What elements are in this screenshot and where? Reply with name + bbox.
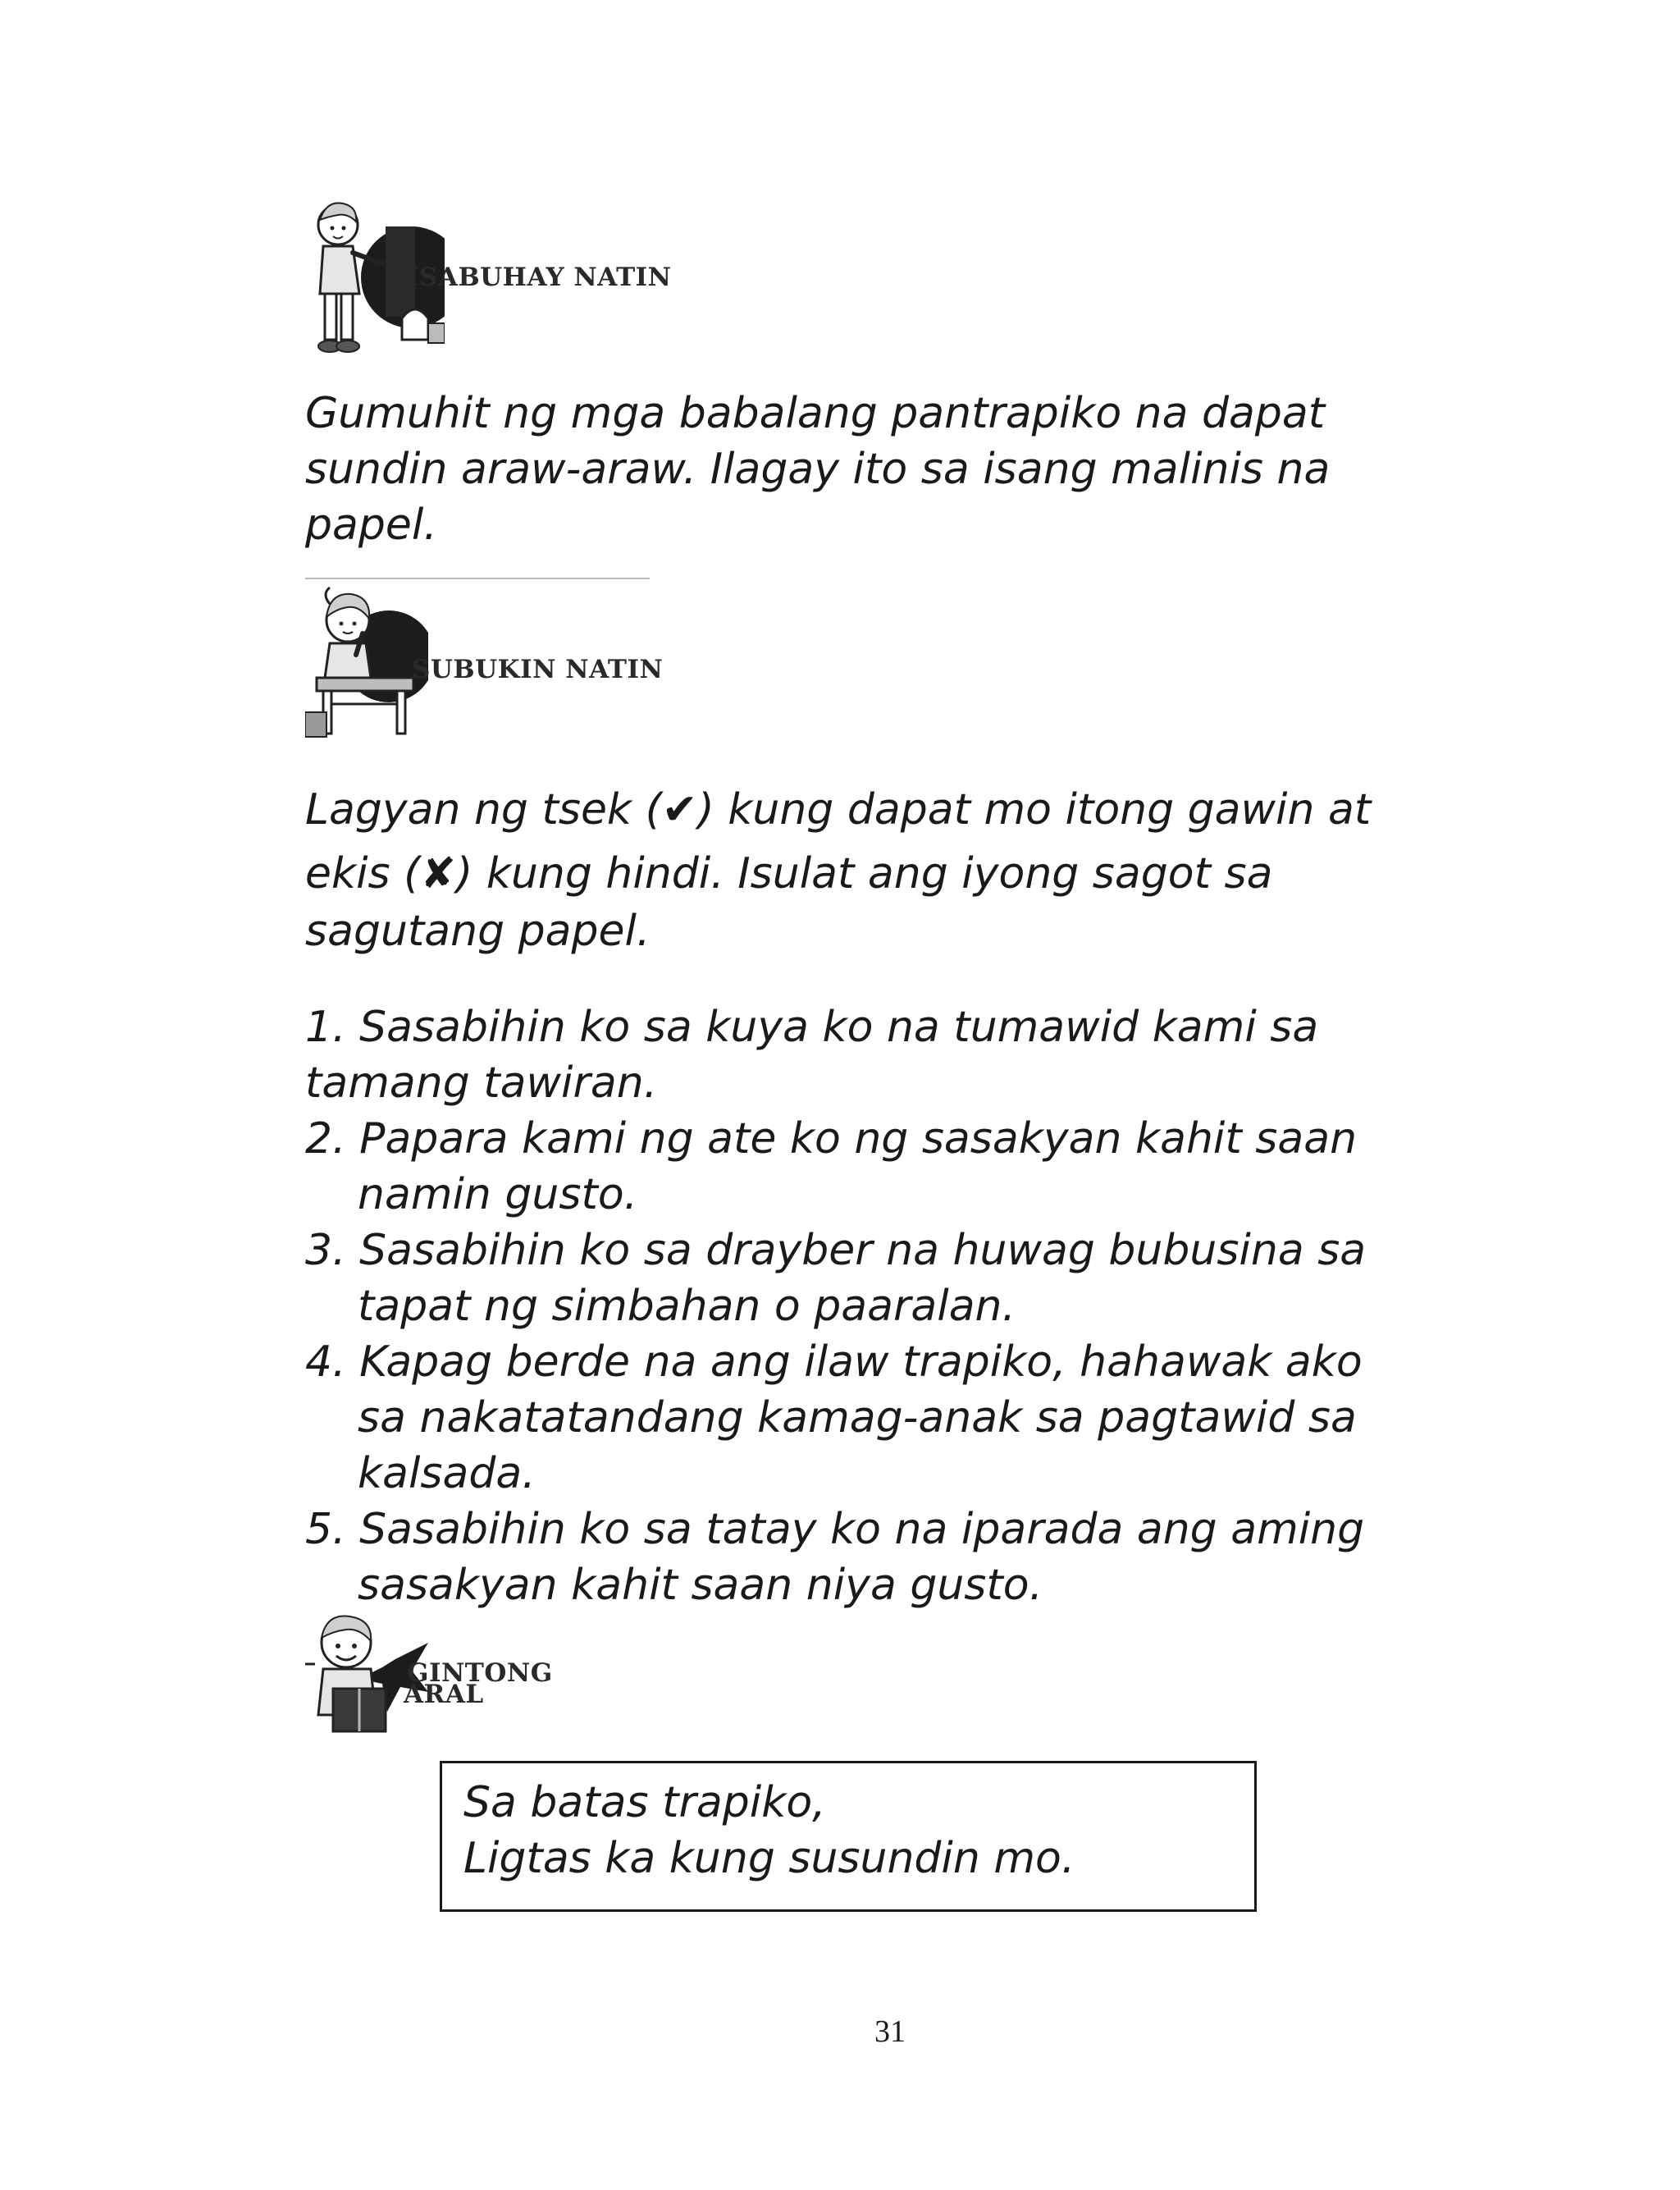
item-1-line-1: 1. Sasabihin ko sa kuya ko na tumawid kami sa (305, 1003, 1319, 1052)
quote-line-2: Ligtas ka kung susundin mo. (463, 1834, 1075, 1883)
subukin-instructions (305, 778, 1470, 963)
item-4-line-1: 4. Kapag berde na ang ilaw trapiko, hahawak ako (305, 1337, 1363, 1387)
instruction-line-2a: ekis ( (305, 849, 421, 898)
list-item (305, 1223, 1478, 1334)
item-3-line-1: 3. Sasabihin ko sa drayber na huwag bubusina sa (305, 1226, 1367, 1275)
list-item (305, 1334, 1478, 1502)
isabuhay-label: ISABUHAY NATIN (407, 263, 672, 292)
question-list (305, 999, 1478, 1613)
isabuhay-line-1: Gumuhit ng mga babalang pantrapiko na dapat (305, 389, 1326, 438)
gintong-aral-label-2: ARAL (404, 1680, 484, 1709)
list-item (305, 1111, 1478, 1223)
subukin-label: SUBUKIN NATIN (412, 655, 664, 684)
gintong-aral-box (440, 1761, 1257, 1912)
instruction-line-2 (305, 842, 1470, 906)
item-3-line-2: tapat ng simbahan o paaralan. (358, 1282, 1016, 1331)
subukin-header (305, 581, 715, 745)
instruction-line-1a: Lagyan ng tsek ( (305, 785, 662, 834)
list-item (305, 999, 1478, 1111)
instruction-line-1b: ) kung dapat mo itong gawin at (697, 785, 1372, 834)
page-number: 31 (874, 2014, 906, 2049)
x-mark-icon: ✘ (420, 849, 457, 898)
item-5-line-1: 5. Sasabihin ko sa tatay ko na iparada ang aming (305, 1505, 1365, 1554)
list-item (305, 1502, 1478, 1613)
girl-writing-icon (305, 581, 428, 741)
isabuhay-paragraph (305, 386, 1470, 553)
instruction-line-1 (305, 778, 1470, 842)
isabuhay-line-3: papel. (305, 501, 437, 550)
gintong-aral-header (305, 1610, 600, 1741)
item-2-line-1: 2. Papara kami ng ate ko ng sasakyan kahit saan (305, 1114, 1358, 1164)
item-5-line-2: sasakyan kahit saan niya gusto. (358, 1561, 1043, 1610)
section-divider (305, 578, 650, 579)
quote-line-1: Sa batas trapiko, (463, 1778, 826, 1827)
instruction-line-3: sagutang papel. (305, 907, 651, 956)
gintong-aral-label-1: GINTONG (407, 1658, 553, 1688)
item-1-line-2: tamang tawiran. (305, 1058, 658, 1108)
instruction-line-2b: ) kung hindi. Isulat ang iyong sagot sa (456, 849, 1273, 898)
item-4-line-2: sa nakatatandang kamag-anak sa pagtawid sa (358, 1393, 1357, 1442)
item-2-line-2: namin gusto. (358, 1170, 638, 1219)
isabuhay-line-2: sundin araw-araw. Ilagay ito sa isang malinis na (305, 445, 1331, 494)
isabuhay-header (305, 195, 715, 359)
check-mark-icon: ✔ (661, 785, 698, 834)
item-4-line-3: kalsada. (358, 1449, 536, 1498)
